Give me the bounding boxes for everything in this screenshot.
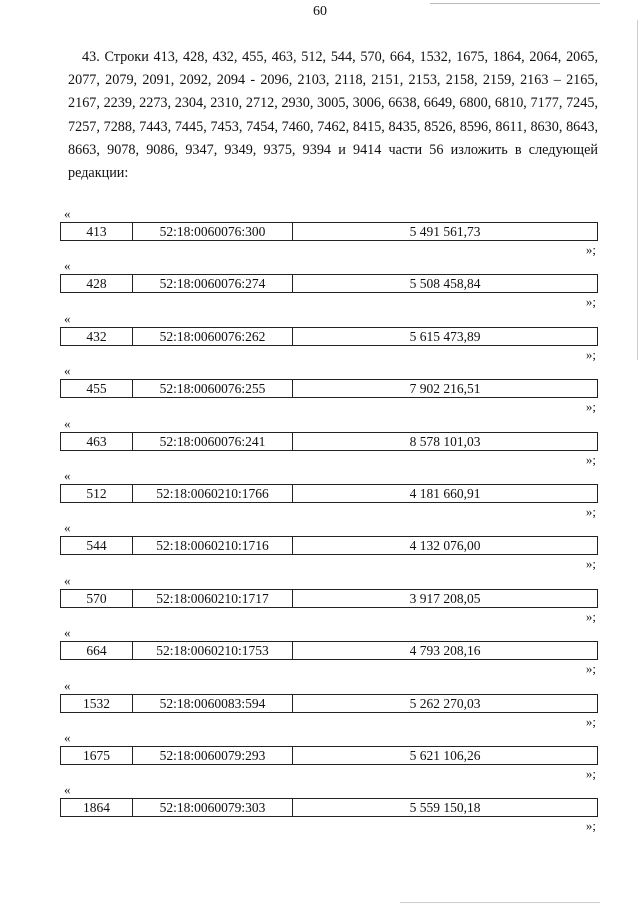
close-quote: »; — [585, 713, 596, 729]
cadastral-number-cell: 52:18:0060076:300 — [133, 223, 293, 240]
row-number-cell: 1864 — [61, 799, 133, 816]
value-cell: 4 181 660,91 — [409, 485, 481, 501]
table-row — [60, 641, 598, 660]
row-number-cell: 428 — [61, 275, 133, 292]
row-number-cell: 570 — [61, 590, 133, 607]
table-row — [60, 484, 598, 503]
open-quote: « — [64, 206, 71, 221]
cadastral-number-cell: 52:18:0060079:303 — [133, 799, 293, 816]
page-number: 60 — [313, 4, 327, 19]
cadastral-number-cell: 52:18:0060076:262 — [133, 328, 293, 345]
entry-block — [60, 206, 598, 258]
cadastral-number-cell: 52:18:0060083:594 — [133, 695, 293, 712]
close-quote: »; — [585, 399, 596, 415]
row-number-cell: 664 — [61, 642, 133, 659]
table-row — [60, 222, 598, 241]
open-quote: « — [64, 677, 71, 693]
table-row — [60, 274, 598, 293]
entry-block — [60, 258, 598, 310]
table-row — [60, 746, 598, 765]
close-quote: »; — [585, 294, 596, 310]
entry-block — [60, 520, 598, 572]
value-cell: 5 491 561,73 — [409, 224, 481, 239]
close-quote: »; — [585, 608, 596, 624]
value-cell: 7 902 216,51 — [409, 381, 481, 397]
row-number-cell: 413 — [61, 223, 133, 240]
open-quote: « — [64, 782, 71, 798]
table-row — [60, 589, 598, 608]
entry-block — [60, 678, 598, 730]
close-quote: »; — [585, 242, 596, 257]
open-quote: « — [64, 729, 71, 745]
table-row — [60, 379, 598, 398]
row-number-cell: 463 — [61, 433, 133, 450]
close-quote: »; — [585, 765, 596, 781]
row-number-cell: 1675 — [61, 747, 133, 764]
entry-block — [60, 573, 598, 625]
value-cell: 5 508 458,84 — [409, 276, 481, 292]
entry-block — [60, 416, 598, 468]
entry-block — [60, 468, 598, 520]
cadastral-number-cell: 52:18:0060076:255 — [133, 380, 293, 397]
entry-block — [60, 782, 598, 834]
cadastral-number-cell: 52:18:0060210:1716 — [133, 537, 293, 554]
value-cell: 5 615 473,89 — [409, 328, 481, 344]
value-cell: 5 262 270,03 — [409, 695, 481, 711]
entry-block — [60, 730, 598, 782]
open-quote: « — [64, 415, 71, 431]
value-cell: 4 793 208,16 — [409, 643, 481, 659]
table-row — [60, 327, 598, 346]
open-quote: « — [64, 310, 71, 326]
amendment-text: 43. Строки 413, 428, 432, 455, 463, 512, 544, 570, 664, 1532, 1675, 1864, 2064, 2065, 2077, 2079, 2091, 2092, 2094 - 2096, 2103, 2118, 2151, 2153, 2158, 2159, 2163 – 2165, 2167, 2239, 2273, 2304, 2310, 2712, 2930, 3005, 3006, 6638, 6649, 6800, 6810, 7177, 7245, 7257, 7288, 7443, 7445, 7453, 7454, 7460, 7462, 8415, 8435, 8526, 8596, 8611, 8630, 8643, 8663, 9078, 9086, 9347, 9349, 9375, 9394 и 9414 части 56 изложить в следующей редакции: — [68, 49, 598, 182]
cadastral-number-cell: 52:18:0060076:241 — [133, 433, 293, 450]
entry-block — [60, 625, 598, 677]
entry-block — [60, 311, 598, 363]
scan-edge-line — [400, 902, 600, 903]
cadastral-number-cell: 52:18:0060076:274 — [133, 275, 293, 292]
row-number-cell: 455 — [61, 380, 133, 397]
table-row — [60, 798, 598, 817]
close-quote: »; — [585, 503, 596, 519]
value-cell: 4 132 076,00 — [409, 538, 481, 554]
cadastral-number-cell: 52:18:0060210:1717 — [133, 590, 293, 607]
open-quote: « — [64, 625, 71, 641]
table-row — [60, 536, 598, 555]
value-cell: 3 917 208,05 — [409, 590, 481, 606]
value-cell: 5 621 106,26 — [409, 747, 481, 763]
open-quote: « — [64, 258, 71, 274]
table-row — [60, 432, 598, 451]
table-row — [60, 694, 598, 713]
open-quote: « — [64, 467, 71, 483]
row-number-cell: 432 — [61, 328, 133, 345]
close-quote: »; — [585, 451, 596, 467]
row-number-cell: 1532 — [61, 695, 133, 712]
value-cell: 5 559 150,18 — [409, 800, 481, 816]
entries-list — [60, 206, 598, 835]
row-number-cell: 512 — [61, 485, 133, 502]
value-cell: 8 578 101,03 — [409, 433, 481, 449]
cadastral-number-cell: 52:18:0060210:1753 — [133, 642, 293, 659]
open-quote: « — [64, 520, 71, 536]
entry-block — [60, 363, 598, 415]
close-quote: »; — [585, 661, 596, 677]
close-quote: »; — [585, 556, 596, 572]
scan-edge-line — [637, 20, 638, 360]
cadastral-number-cell: 52:18:0060210:1766 — [133, 485, 293, 502]
close-quote: »; — [585, 346, 596, 362]
open-quote: « — [64, 572, 71, 588]
row-number-cell: 544 — [61, 537, 133, 554]
open-quote: « — [64, 363, 71, 379]
close-quote: »; — [585, 818, 596, 834]
cadastral-number-cell: 52:18:0060079:293 — [133, 747, 293, 764]
amendment-paragraph — [68, 46, 598, 185]
